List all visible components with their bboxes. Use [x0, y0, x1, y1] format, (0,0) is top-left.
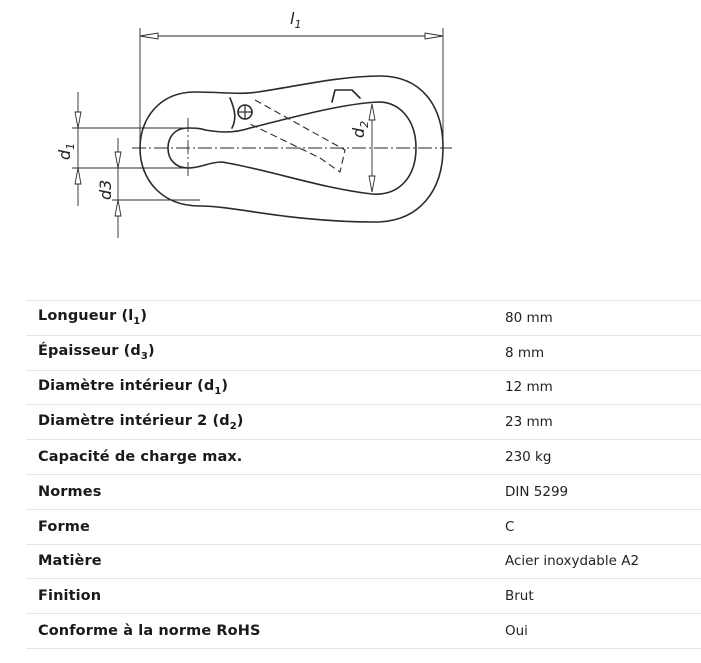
spec-label-close: )	[140, 308, 148, 325]
spec-value: DIN 5299	[505, 483, 569, 500]
spec-row	[26, 614, 701, 649]
spec-row	[26, 544, 701, 579]
gate-hidden-line	[250, 100, 345, 172]
spec-label-close: )	[147, 343, 155, 360]
spec-label	[26, 474, 493, 509]
spec-label	[26, 370, 493, 405]
label-l1: $l_1$	[290, 9, 302, 31]
spec-label-text: Diamètre intérieur (d	[38, 378, 215, 395]
spec-row	[26, 301, 701, 336]
spec-value: Oui	[505, 623, 528, 640]
spec-value: 12 mm	[505, 379, 553, 396]
spec-value: C	[505, 518, 515, 535]
spec-row	[26, 579, 701, 614]
gate-latch	[332, 90, 360, 102]
spec-table	[26, 300, 701, 649]
spec-label	[26, 335, 493, 370]
spec-label-text: Matière	[38, 553, 102, 570]
spec-row	[26, 335, 701, 370]
spec-label	[26, 509, 493, 544]
spec-value: 230 kg	[505, 449, 552, 466]
spec-label	[26, 614, 493, 649]
spec-label-text: Normes	[38, 483, 102, 500]
carabiner-technical-drawing	[0, 0, 701, 280]
spec-label-text: Diamètre intérieur 2 (d	[38, 412, 230, 429]
spec-value: 8 mm	[505, 344, 545, 361]
spec-row	[26, 405, 701, 440]
spec-label-text: Conforme à la norme RoHS	[38, 623, 261, 640]
spec-row	[26, 474, 701, 509]
spec-label-text: Capacité de charge max.	[38, 449, 243, 466]
spec-label-subscript: 2	[229, 420, 237, 432]
spec-label-text: Finition	[38, 588, 102, 605]
spec-label	[26, 544, 493, 579]
spec-label-text: Forme	[38, 518, 90, 535]
spec-row	[26, 370, 701, 405]
spec-label	[26, 579, 493, 614]
spec-row	[26, 440, 701, 475]
label-d3: d3	[96, 179, 115, 200]
label-d2: $d_2$	[349, 120, 371, 138]
spec-value: Acier inoxydable A2	[505, 553, 640, 570]
spec-value: 23 mm	[505, 414, 553, 431]
spec-value: 80 mm	[505, 309, 553, 326]
spec-label	[26, 405, 493, 440]
spec-value: Brut	[505, 588, 534, 605]
spec-label-text: Longueur (l	[38, 308, 134, 325]
spec-label-close: )	[221, 378, 229, 395]
spec-label	[26, 301, 493, 336]
spec-label	[26, 440, 493, 475]
spec-label-subscript: 3	[140, 351, 148, 363]
spec-label-subscript: 1	[133, 316, 141, 328]
label-d1: $d_1$	[55, 142, 77, 160]
spec-row	[26, 509, 701, 544]
spec-label-close: )	[236, 412, 244, 429]
spec-label-subscript: 1	[214, 385, 222, 397]
spec-label-text: Épaisseur (d	[38, 343, 141, 360]
